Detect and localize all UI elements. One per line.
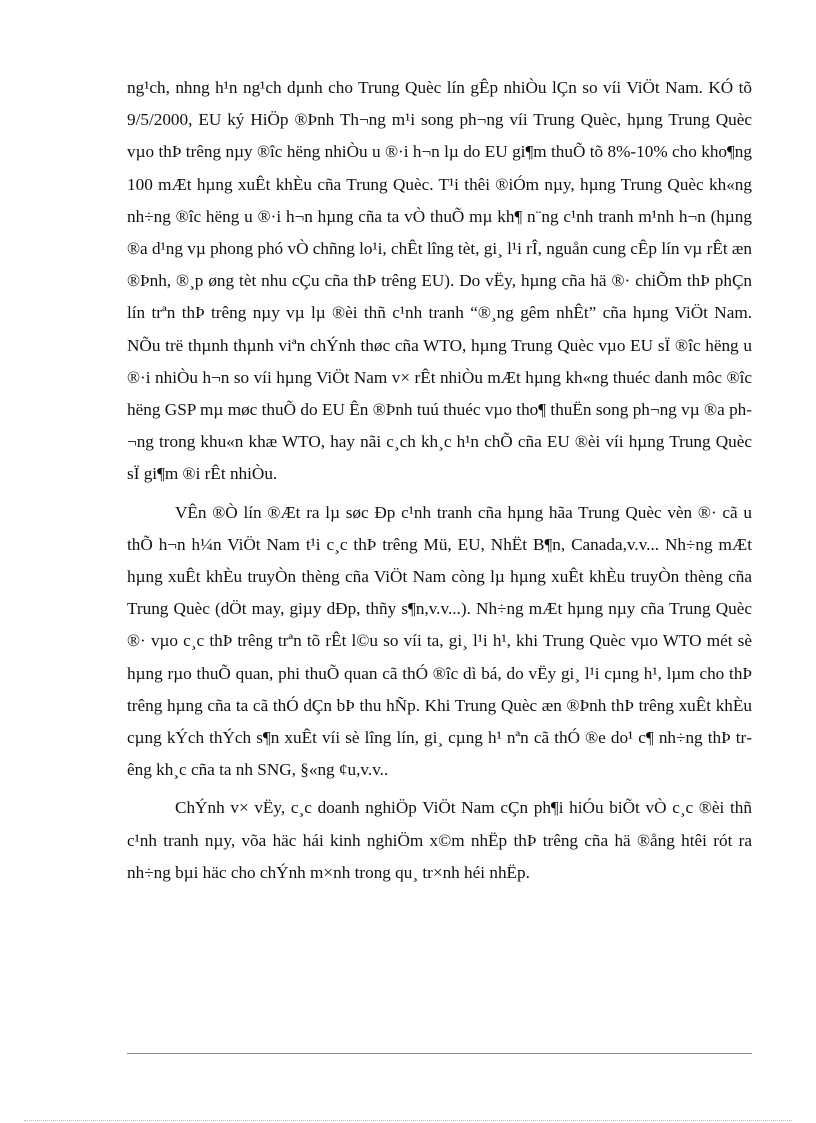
document-body — [127, 72, 752, 895]
paragraph-3: ChÝnh v× vËy, c¸c doanh nghiÖp ViÖt Nam cÇn ph¶i hiÓu biÕt vÒ c¸c ®èi thñ c¹nh tranh nµy, võa häc hái kinh nghiÖm x©m nhËp thÞ trêng cña hä ®ång htêi rót ra nh÷ng bµi häc cho chÝnh m×nh trong qu¸ tr×nh héi nhËp. — [127, 798, 752, 882]
paragraph-1: ng¹ch, nhng h¹n ng¹ch dµnh cho Trung Quèc lín gÊp nhiÒu lÇn so víi ViÖt Nam. KÓ tõ 9/5/2000, EU ký HiÖp ®Þnh Th¬ng m¹i song ph¬ng víi Trung Quèc, hµng Trung Quèc vµo thÞ trêng nµy ®îc hëng nhiÒu u ®·i h¬n lµ do EU gi¶m thuÕ tõ 8%-10% cho kho¶ng 100 mÆt hµng xuÊt khÈu cña Trung Quèc. T¹i thêi ®iÓm nµy, hµng Trung Quèc kh«ng nh÷ng ®îc hëng u ®·i h¬n hµng cña ta vÒ thuÕ mµ kh¶ n¨ng c¹nh tranh m¹nh h¬n (hµng ®a d¹ng vµ phong phó vÒ chñng lo¹i, chÊt lîng tèt, gi¸ l¹i rÎ, nguån cung cÊp lín vµ rÊt æn ®Þnh, ®¸p øng tèt nhu cÇu cña thÞ trêng EU). Do vËy, hµng cña hä ®· chiÕm thÞ phÇn lín trªn thÞ trêng nµy vµ lµ ®èi thñ c¹nh tranh “®¸ng gêm nhÊt” cña hµng ViÖt Nam. NÕu trë thµnh thµnh viªn chÝnh thøc cña WTO, hµng Trung Quèc vµo EU sÏ ®îc hëng u ®·i nhiÒu h¬n so víi hµng ViÖt Nam v× rÊt nhiÒu mÆt hµng kh«ng thuéc danh môc ®îc hëng GSP mµ møc thuÕ do EU Ên ®Þnh tuú thuéc vµo tho¶ thuËn song ph¬ng vµ ®a ph¬ng trong khu«n khæ WTO, hay nãi c¸ch kh¸c h¹n chÕ cña EU ®èi víi hµng Trung Quèc sÏ gi¶m ®i rÊt nhiÒu. — [127, 78, 752, 484]
page-bottom-border — [24, 1120, 792, 1121]
paragraph-2: VÊn ®Ò lín ®Æt ra lµ søc Ðp c¹nh tranh cña hµng hãa Trung Quèc vèn ®· cã u thÕ h¬n h¼n ViÖt Nam t¹i c¸c thÞ trêng Mü, EU, NhËt B¶n, Canada,v.v... Nh÷ng mÆt hµng xuÊt khÈu truyÒn thèng cña ViÖt Nam còng lµ hµng xuÊt khÈu truyÒn thèng cña Trung Quèc (dÖt may, giµy dÐp, thñy s¶n,v.v...). Nh÷ng mÆt hµng nµy cña Trung Quèc ®· vµo c¸c thÞ trêng trªn tõ rÊt l©u so víi ta, gi¸ l¹i h¹, khi Trung Quèc vµo WTO mét sè hµng rµo thuÕ quan, phi thuÕ quan cã thÓ ®îc dì bá, do vËy gi¸ l¹i cµng h¹, lµm cho thÞ trêng hµng cña ta cã thÓ dÇn bÞ thu hÑp. Khi Trung Quèc æn ®Þnh thÞ trêng xuÊt khÈu cµng kÝch thÝch s¶n xuÊt víi sè lîng lín, gi¸ cµng h¹ nªn cã thÓ ®e do¹ c¶ nh÷ng thÞ trêng kh¸c cña ta nh SNG, §«ng ¢u,v.v.. — [127, 502, 752, 780]
footer-divider — [127, 1053, 752, 1054]
